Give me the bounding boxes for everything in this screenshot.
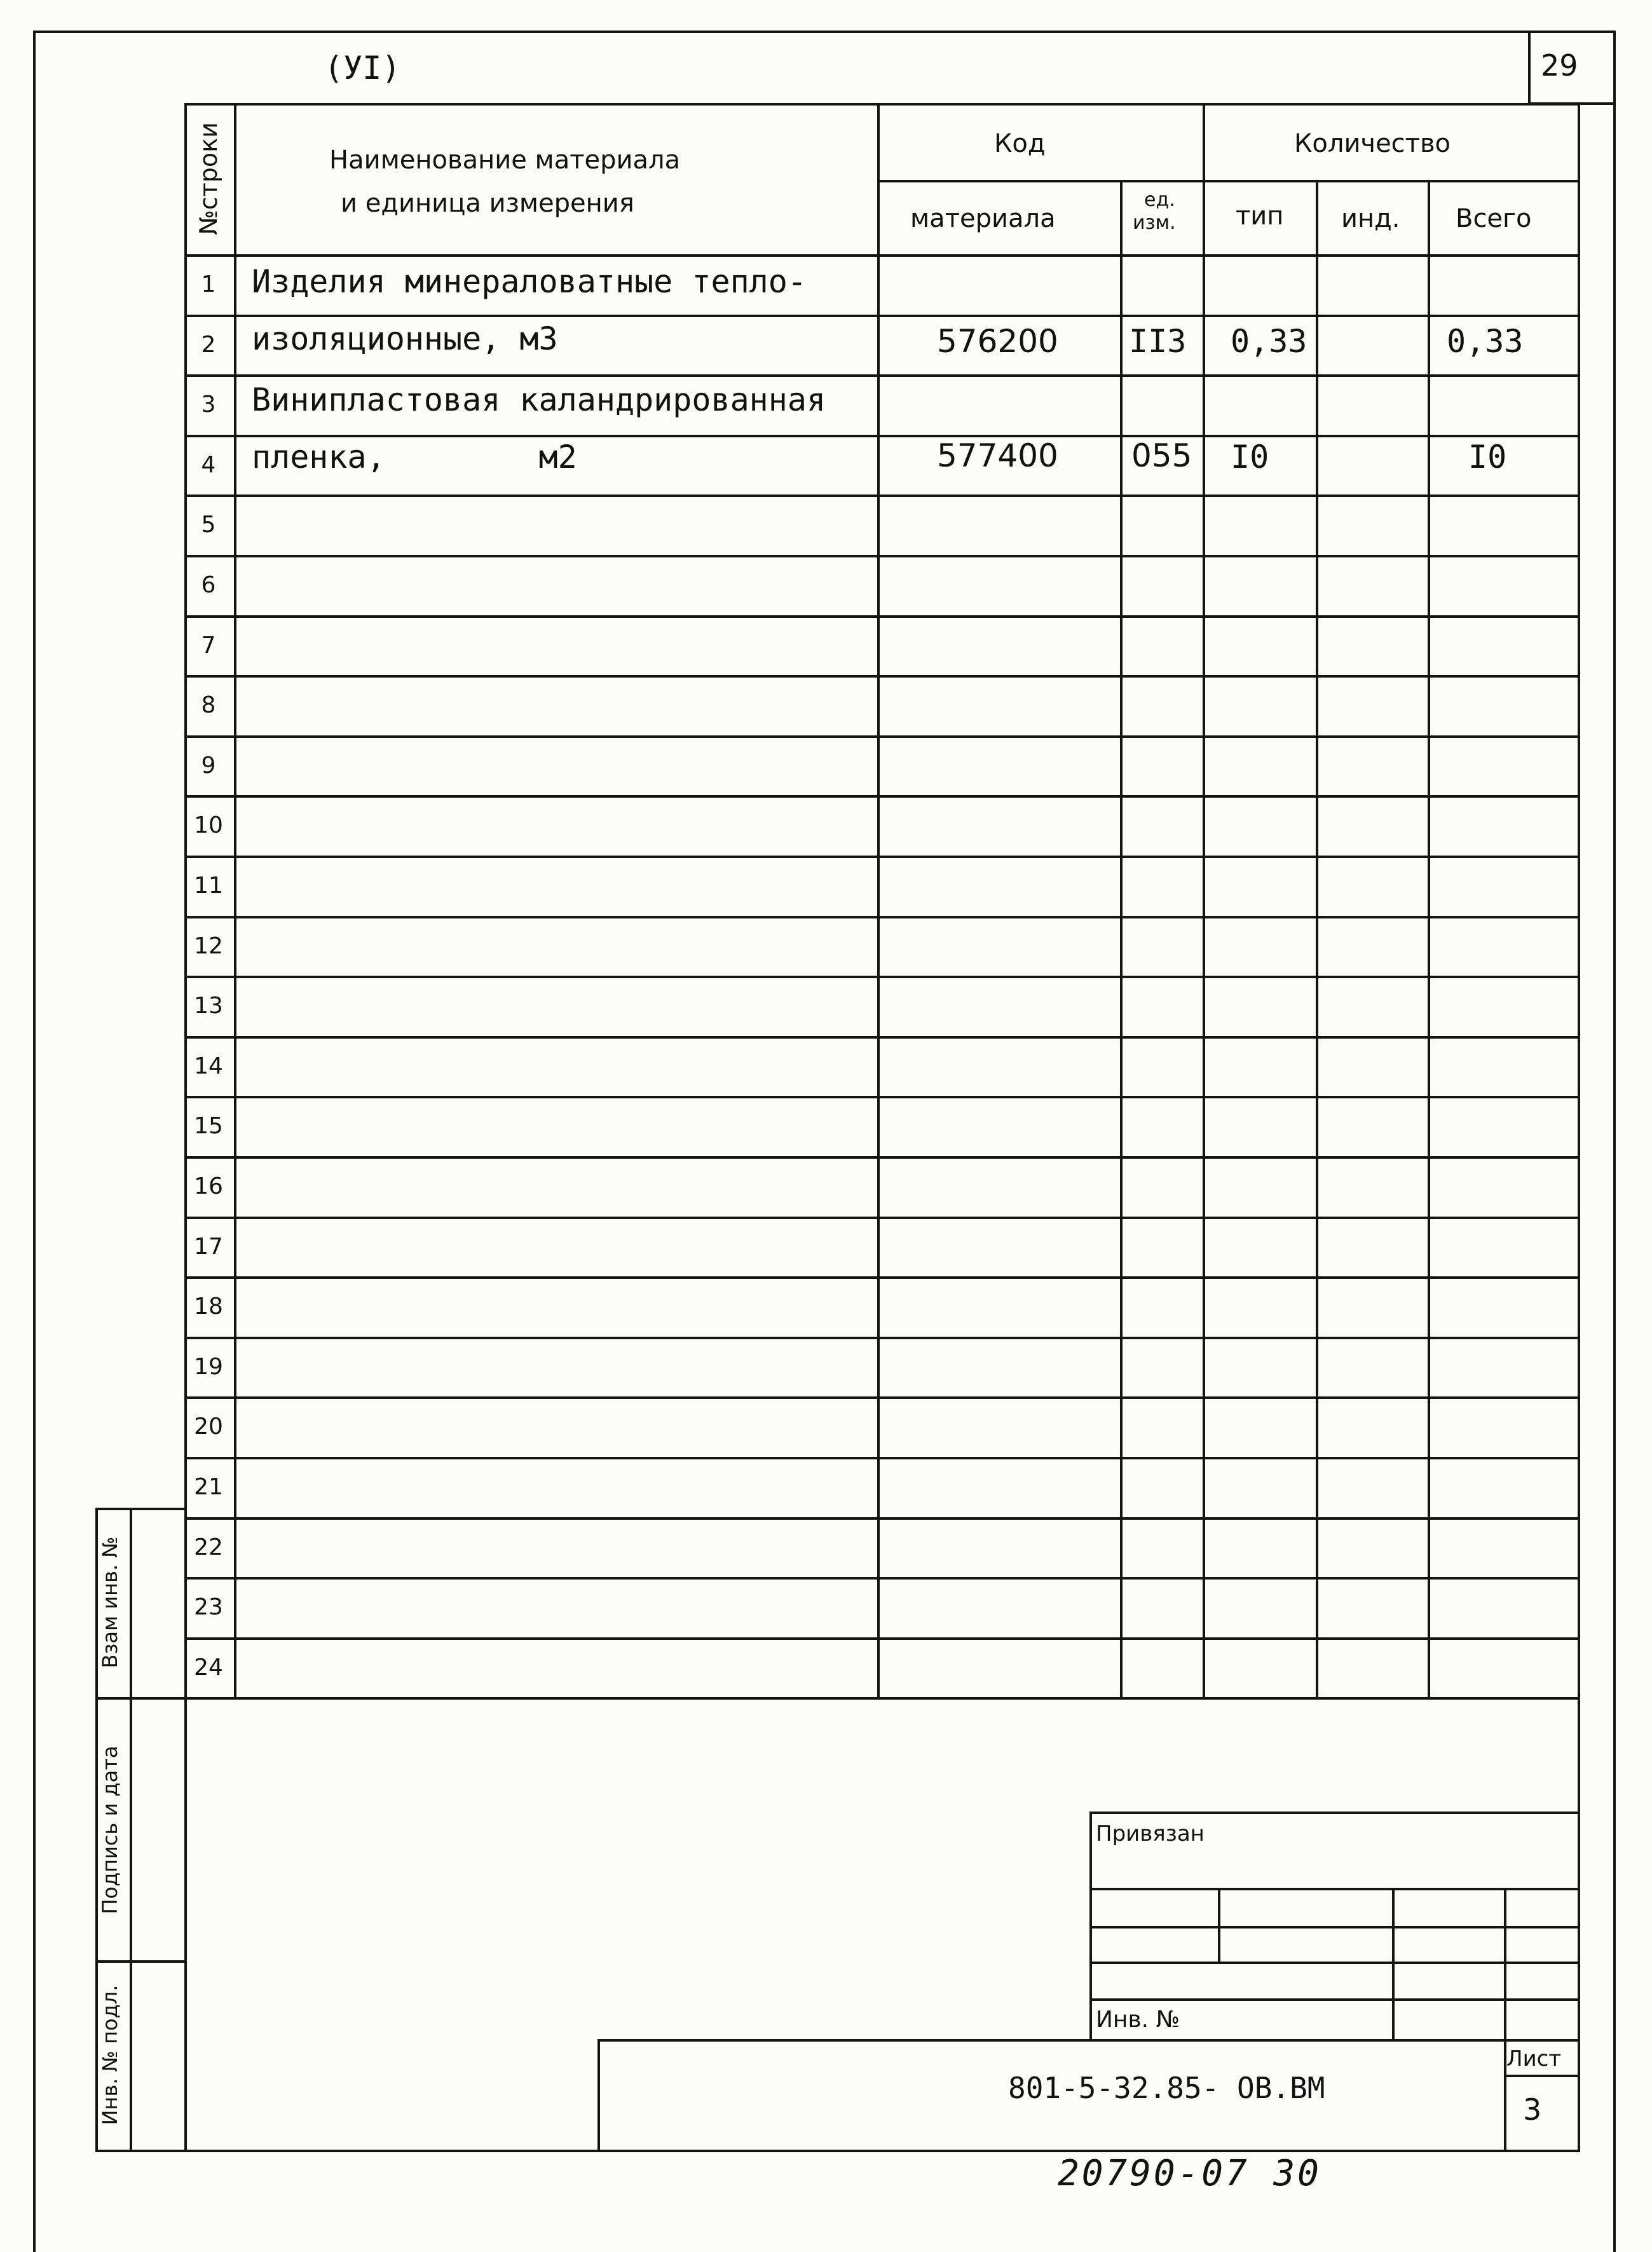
row-number: 1 [201,271,216,297]
privyazan-col-3 [1504,1888,1506,2151]
row-number: 16 [194,1173,223,1199]
row-line [184,1637,1580,1640]
privyazan-label: Привязан [1096,1821,1205,1846]
vzam-inv-label: Взам инв. № [98,1536,122,1669]
row-line [184,435,1580,437]
section-label: (УI) [324,50,401,86]
privyazan-col-2 [1392,1888,1395,2042]
row-line [184,555,1580,557]
table-ind-divider [1428,181,1430,1698]
side-stamp-inner [130,1508,132,2151]
header-subdivider [877,180,1580,182]
row-number: 9 [201,753,216,779]
sheet-number: 3 [1523,2092,1542,2127]
ind-header: инд. [1341,204,1400,233]
row-line [184,1276,1580,1279]
inv-podl-label: Инв. № подл. [98,1984,122,2126]
code-header: Код [994,129,1046,158]
row-unit: II3 [1129,323,1187,360]
designation: 801-5-32.85- ОВ.ВМ [1008,2071,1325,2105]
row-number: 2 [201,332,216,358]
row-number: 3 [201,392,216,418]
row-line [184,1036,1580,1039]
privyazan-sub [1089,1888,1580,1890]
row-number: 6 [201,572,216,598]
row-number: 5 [201,512,216,538]
table-top-border [184,103,1580,106]
designation-left [597,2039,600,2151]
row-number: 14 [194,1053,223,1079]
page-number-box-left [1528,31,1531,104]
name-header-line2: и единица измерения [341,189,634,218]
quantity-header: Количество [1294,129,1451,158]
privyazan-top [1089,1812,1580,1814]
row-line [184,675,1580,678]
row-number: 19 [194,1354,223,1380]
table-left-border [184,103,187,2151]
side-stamp-divider-2 [95,1960,186,1963]
row-total: 0,33 [1447,323,1524,360]
row-number: 22 [194,1534,223,1560]
row-number: 24 [194,1655,223,1681]
side-stamp-top [95,1508,186,1510]
row-line [184,1337,1580,1339]
row-number: 20 [194,1414,223,1440]
row-line [184,1396,1580,1399]
row-total: I0 [1468,439,1507,475]
row-number: 18 [194,1293,223,1320]
table-type-divider [1316,181,1318,1698]
privyazan-row-4 [1089,1998,1580,2001]
row-line [184,976,1580,978]
row-number: 8 [201,692,216,718]
row-number: 23 [194,1594,223,1620]
row-line [184,795,1580,798]
row-code: 576200 [937,323,1058,360]
row-line [184,1697,1580,1700]
row-code: 577400 [937,437,1058,474]
row-type: 0,33 [1231,323,1307,360]
row-name: Винипластовая каландрированная [252,381,826,418]
row-number: 13 [194,993,223,1019]
header-bottom [184,254,1580,257]
page-top-border [33,31,1614,33]
row-line [184,315,1580,317]
row-line [184,1457,1580,1459]
row-name: Изделия минераловатные тепло- [252,263,807,300]
row-number: 17 [194,1234,223,1260]
row-line [184,374,1580,377]
row-line [184,1096,1580,1098]
unit-code-header-line2: изм. [1133,212,1176,234]
row-number: 7 [201,632,216,659]
row-number: 12 [194,933,223,959]
privyazan-col-1 [1218,1888,1220,1963]
row-line [184,735,1580,738]
row-line [184,1217,1580,1219]
row-line [184,916,1580,918]
row-line [184,495,1580,497]
designation-top [597,2039,1580,2042]
side-stamp-divider-1 [95,1697,186,1700]
row-unit: 055 [1131,437,1192,474]
row-name: пленка, м2 [252,439,577,475]
row-number: 15 [194,1113,223,1139]
podpis-data-label: Подпись и дата [98,1745,122,1914]
type-header: тип [1236,201,1284,231]
total-header: Всего [1456,204,1532,233]
title-block-bottom [95,2150,1580,2152]
unit-code-header-line1: ед. [1144,189,1175,211]
privyazan-row-2 [1089,1926,1580,1928]
row-line [184,1156,1580,1159]
table-unit-divider [1120,181,1123,1698]
page-right-border [1613,31,1616,2252]
privyazan-row-3 [1089,1962,1580,1964]
row-number: 11 [194,873,223,899]
row-number: 21 [194,1474,223,1500]
sheet-label-bottom [1504,2075,1580,2077]
rownum-header: №строки [195,122,222,235]
table-right-border [1578,103,1580,2151]
row-number: 10 [194,812,223,838]
name-header-line1: Наименование материала [329,146,681,175]
row-line [184,1577,1580,1580]
sheet-label: Лист [1506,2046,1562,2071]
row-type: I0 [1231,439,1269,475]
row-line [184,856,1580,858]
row-line [184,1517,1580,1520]
page-number: 29 [1541,48,1578,83]
material-code-header: материала [910,204,1056,233]
archive-number: 20790-07 30 [1058,2153,1321,2194]
row-number: 4 [201,452,216,478]
row-name: изоляционные, м3 [252,320,558,357]
row-line [184,615,1580,618]
inv-no-label: Инв. № [1096,2007,1180,2033]
page-left-border [33,31,36,2252]
